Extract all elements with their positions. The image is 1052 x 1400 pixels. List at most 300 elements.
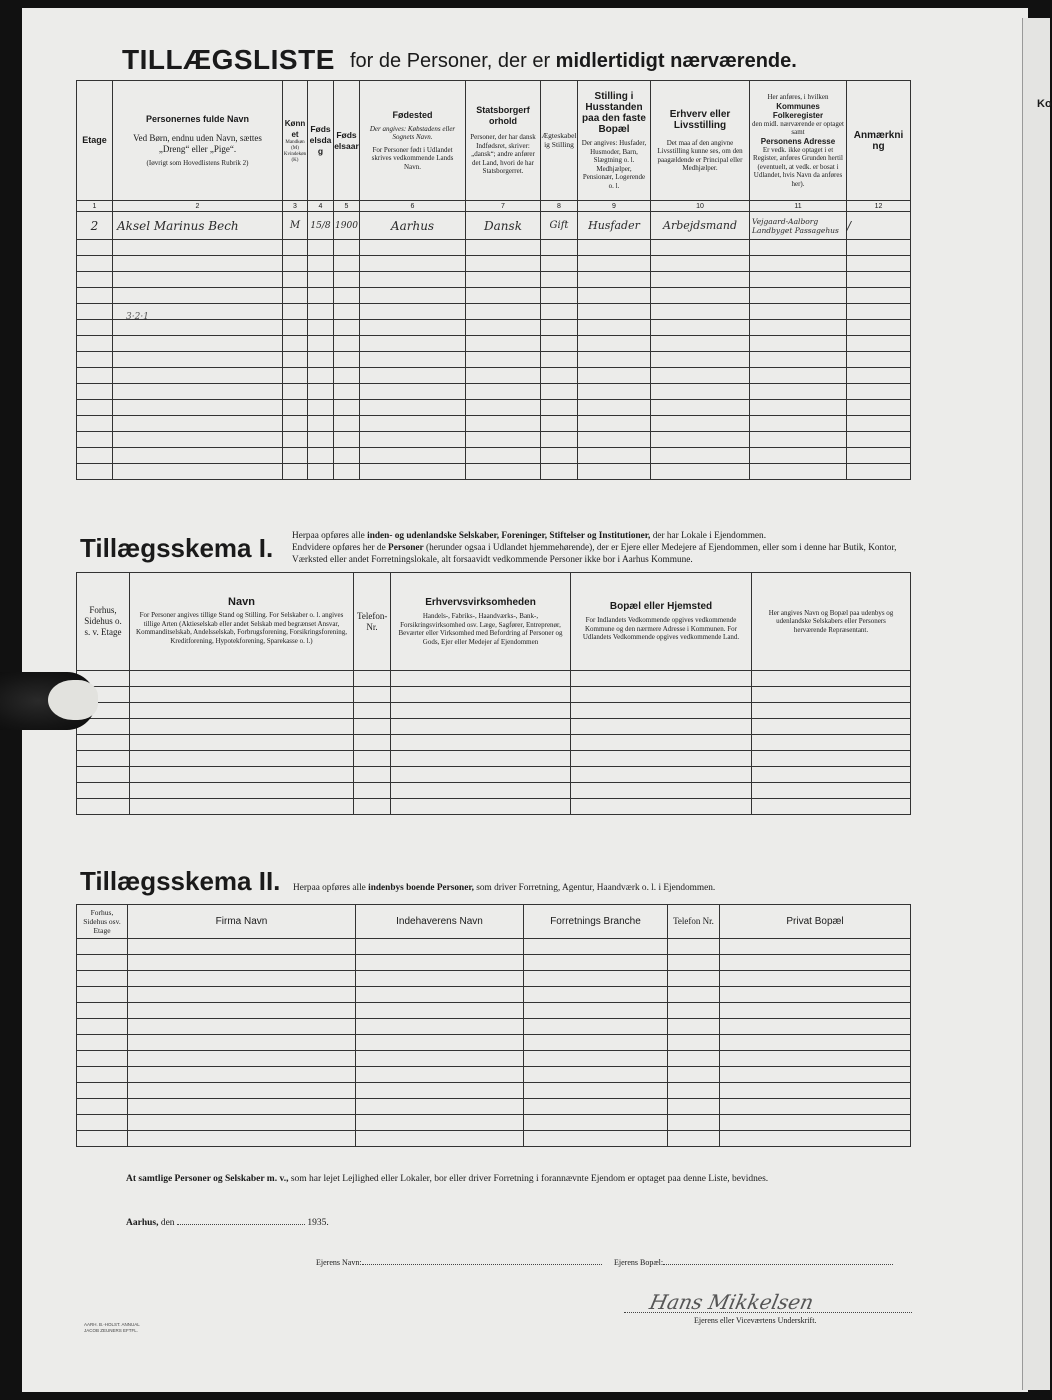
empty-row <box>77 288 911 304</box>
empty-cell <box>750 336 847 352</box>
empty-row <box>77 432 911 448</box>
empty-cell <box>308 240 334 256</box>
column-number: 11 <box>750 201 847 212</box>
column-number: 10 <box>651 201 750 212</box>
empty-row <box>77 703 911 719</box>
footer-statement: At samtlige Personer og Selskaber m. v., som har lejet Lejlighed eller Lokaler, bor eller driver Forretning i forannævnte Ejendom er optaget paa denne Liste, bevidnes. <box>126 1174 769 1184</box>
column-number: 8 <box>541 201 578 212</box>
empty-cell <box>750 432 847 448</box>
column-number: 6 <box>360 201 466 212</box>
empty-cell <box>130 687 354 703</box>
empty-cell <box>578 320 651 336</box>
empty-cell <box>541 352 578 368</box>
empty-cell <box>356 1035 524 1051</box>
empty-cell <box>524 1099 668 1115</box>
footer-year: 1935. <box>307 1218 329 1228</box>
empty-cell <box>130 799 354 815</box>
empty-row <box>77 735 911 751</box>
empty-cell <box>334 384 360 400</box>
empty-cell <box>524 1115 668 1131</box>
page-title: TILLÆGSLISTE <box>122 44 335 75</box>
empty-cell <box>578 304 651 320</box>
empty-cell <box>466 304 541 320</box>
empty-cell <box>651 256 750 272</box>
empty-cell <box>847 272 911 288</box>
empty-row <box>77 1051 911 1067</box>
empty-row <box>77 384 911 400</box>
empty-cell <box>847 304 911 320</box>
empty-cell <box>668 939 720 955</box>
empty-cell <box>750 256 847 272</box>
empty-cell <box>391 719 571 735</box>
owner-address-field: Ejerens Bopæl: <box>614 1258 893 1267</box>
thumb <box>48 680 98 720</box>
empty-cell <box>651 448 750 464</box>
empty-row <box>77 1003 911 1019</box>
empty-cell <box>651 304 750 320</box>
empty-cell <box>541 288 578 304</box>
empty-row <box>77 272 911 288</box>
empty-cell <box>354 783 391 799</box>
col-name-header: Personernes fulde Navn Ved Børn, endnu uden Navn, sættes „Dreng“ eller „Pige“. (Iøvrigt som Hovedlistens Rubrik 2) <box>113 81 283 201</box>
empty-cell <box>113 272 283 288</box>
s2-col-branche: Forretnings Branche <box>524 905 668 939</box>
empty-cell <box>354 719 391 735</box>
empty-cell <box>750 464 847 480</box>
empty-cell <box>360 288 466 304</box>
empty-cell <box>524 1019 668 1035</box>
empty-row <box>77 1115 911 1131</box>
empty-cell <box>128 1035 356 1051</box>
empty-cell <box>750 384 847 400</box>
empty-cell <box>283 464 308 480</box>
empty-cell <box>130 751 354 767</box>
empty-cell <box>847 320 911 336</box>
empty-cell <box>130 703 354 719</box>
empty-cell <box>651 240 750 256</box>
empty-cell <box>720 1019 911 1035</box>
empty-cell <box>334 432 360 448</box>
empty-cell <box>360 416 466 432</box>
empty-cell <box>541 272 578 288</box>
empty-cell <box>308 368 334 384</box>
empty-cell <box>750 416 847 432</box>
empty-cell <box>77 464 113 480</box>
empty-cell <box>541 240 578 256</box>
empty-cell <box>77 304 113 320</box>
empty-cell <box>360 272 466 288</box>
empty-cell <box>77 1003 128 1019</box>
empty-cell <box>113 384 283 400</box>
owner-name-field: Ejerens Navn: <box>316 1258 602 1267</box>
empty-cell <box>571 703 752 719</box>
empty-cell <box>578 336 651 352</box>
empty-row <box>77 719 911 735</box>
empty-cell <box>578 288 651 304</box>
empty-cell <box>308 304 334 320</box>
empty-cell <box>524 1083 668 1099</box>
empty-cell <box>524 1003 668 1019</box>
column-number: 4 <box>308 201 334 212</box>
entry-birthyear: 1900 <box>334 212 360 240</box>
col-birthplace-header: Fødested Der angives: Købstadens eller Sognets Navn. For Personer født i Udlandet skrives vedkommende Lands Navn. <box>360 81 466 201</box>
empty-cell <box>360 384 466 400</box>
empty-cell <box>283 448 308 464</box>
empty-row <box>77 256 911 272</box>
stray-mark: 3·2·1 <box>126 312 149 322</box>
empty-cell <box>77 783 130 799</box>
empty-cell <box>77 256 113 272</box>
empty-cell <box>391 783 571 799</box>
entry-occupation: Arbejdsmand <box>651 212 750 240</box>
empty-row <box>77 939 911 955</box>
empty-cell <box>356 939 524 955</box>
empty-cell <box>391 799 571 815</box>
empty-cell <box>308 416 334 432</box>
col-occupation-header: Erhverv eller Livsstilling Det maa af den angivne Livsstilling kunne ses, om den paagældende er Principal eller Medhjælper. <box>651 81 750 201</box>
s2-col-telefon: Telefon Nr. <box>668 905 720 939</box>
empty-cell <box>668 1003 720 1019</box>
empty-cell <box>651 336 750 352</box>
empty-cell <box>77 272 113 288</box>
empty-row <box>77 799 911 815</box>
empty-cell <box>750 320 847 336</box>
empty-cell <box>283 272 308 288</box>
empty-cell <box>77 432 113 448</box>
empty-row <box>77 336 911 352</box>
entry-register: Vejgaard-Aalborg Landbyget Passagehus <box>750 212 847 240</box>
empty-cell <box>77 767 130 783</box>
empty-cell <box>578 256 651 272</box>
empty-cell <box>354 767 391 783</box>
empty-cell <box>466 320 541 336</box>
empty-row <box>77 352 911 368</box>
empty-cell <box>354 735 391 751</box>
empty-cell <box>668 1083 720 1099</box>
empty-cell <box>720 939 911 955</box>
empty-cell <box>847 416 911 432</box>
empty-cell <box>77 320 113 336</box>
empty-cell <box>720 971 911 987</box>
empty-cell <box>578 432 651 448</box>
empty-cell <box>356 1067 524 1083</box>
empty-cell <box>128 1067 356 1083</box>
empty-cell <box>128 1131 356 1147</box>
empty-row <box>77 751 911 767</box>
s1-col-etage: Forhus, Sidehus o. s. v. Etage <box>77 573 130 671</box>
empty-cell <box>128 1003 356 1019</box>
empty-cell <box>354 703 391 719</box>
entry-remark: / <box>847 212 911 240</box>
empty-cell <box>524 1131 668 1147</box>
empty-cell <box>651 352 750 368</box>
empty-cell <box>720 1035 911 1051</box>
col-remark-header: Anmærkning <box>847 81 911 201</box>
empty-cell <box>113 240 283 256</box>
entry-row <box>77 212 911 240</box>
empty-cell <box>391 671 571 687</box>
empty-cell <box>466 464 541 480</box>
skema2-description: Herpaa opføres alle indenbys boende Personer, som driver Forretning, Agentur, Haandværk o. l. i Ejendommen. <box>293 883 716 893</box>
empty-cell <box>571 687 752 703</box>
empty-cell <box>308 320 334 336</box>
skema1-description: Herpaa opføres alle inden- og udenlandske Selskaber, Foreninger, Stiftelser og Institutioner, der har Lokale i Ejendommen. Endvidere opføres her de Personer (herunder ogsaa i Udlandet hjemmehørende), der er Ejere eller Medejere af Ejendommen, eller som i denne har Butik, Kontor, Værksted eller andet Forretningslokale, alt forsaavidt vedkommende Personer ikke bor i Aarhus Kommune. <box>292 531 897 565</box>
empty-cell <box>391 751 571 767</box>
empty-cell <box>308 288 334 304</box>
empty-cell <box>466 288 541 304</box>
empty-cell <box>524 971 668 987</box>
empty-cell <box>578 352 651 368</box>
column-number: 9 <box>578 201 651 212</box>
empty-cell <box>578 368 651 384</box>
empty-cell <box>752 671 911 687</box>
empty-cell <box>77 1099 128 1115</box>
empty-cell <box>847 336 911 352</box>
s2-col-bopael: Privat Bopæl <box>720 905 911 939</box>
skema1-rows <box>77 671 911 815</box>
column-numbers-row <box>77 201 911 212</box>
empty-cell <box>466 384 541 400</box>
empty-cell <box>571 767 752 783</box>
empty-cell <box>720 1003 911 1019</box>
empty-cell <box>334 368 360 384</box>
empty-cell <box>283 256 308 272</box>
empty-cell <box>77 1035 128 1051</box>
empty-cell <box>720 1115 911 1131</box>
empty-cell <box>571 751 752 767</box>
empty-cell <box>541 256 578 272</box>
empty-row <box>77 1035 911 1051</box>
empty-cell <box>466 368 541 384</box>
printer-mark: AARH. B.-HOLST. ANNUAL JACOB ZEUNERS EFTFL. <box>84 1322 140 1333</box>
empty-cell <box>334 448 360 464</box>
s1-col-navn: Navn For Personer angives tillige Stand og Stilling. For Selskaber o. l. angives tillige Arten (Aktieselskab eller andet Selskab med begrænset Ansvar, Kommanditselskab, Andelsselskab, Forbrugsforening, Forsikringsforening, Kreditforening, Hypotekforening, Sparekasse o. l.) <box>130 573 354 671</box>
empty-cell <box>847 256 911 272</box>
empty-cell <box>578 464 651 480</box>
entry-citizenship: Dansk <box>466 212 541 240</box>
empty-cell <box>128 1051 356 1067</box>
empty-cell <box>541 384 578 400</box>
empty-cell <box>752 751 911 767</box>
empty-cell <box>391 735 571 751</box>
empty-cell <box>308 400 334 416</box>
entry-household: Husfader <box>578 212 651 240</box>
empty-cell <box>720 1067 911 1083</box>
next-page-label: Ko <box>1037 98 1052 110</box>
empty-cell <box>752 783 911 799</box>
empty-cell <box>466 256 541 272</box>
s2-col-etage: Forhus, Sidehus osv. Etage <box>77 905 128 939</box>
empty-cell <box>847 288 911 304</box>
empty-cell <box>334 304 360 320</box>
empty-cell <box>354 671 391 687</box>
empty-cell <box>847 432 911 448</box>
empty-cell <box>334 240 360 256</box>
empty-cell <box>541 368 578 384</box>
empty-cell <box>466 416 541 432</box>
empty-cell <box>128 1099 356 1115</box>
empty-cell <box>524 1035 668 1051</box>
empty-cell <box>130 719 354 735</box>
empty-cell <box>283 384 308 400</box>
signature-line <box>624 1312 912 1313</box>
empty-cell <box>77 384 113 400</box>
empty-cell <box>578 384 651 400</box>
empty-row <box>77 304 911 320</box>
column-number: 5 <box>334 201 360 212</box>
s2-col-firma: Firma Navn <box>128 905 356 939</box>
entry-birthday: 15/8 <box>308 212 334 240</box>
col-household-header: Stilling i Husstanden paa den faste Bopæl Der angives: Husfader, Husmoder, Barn, Slægtning o. l. Medhjælper, Pensionær, Logerende o. l. <box>578 81 651 201</box>
empty-cell <box>391 687 571 703</box>
empty-cell <box>524 1067 668 1083</box>
empty-cell <box>578 272 651 288</box>
empty-cell <box>752 687 911 703</box>
empty-cell <box>524 939 668 955</box>
empty-cell <box>541 464 578 480</box>
empty-cell <box>847 240 911 256</box>
empty-cell <box>651 400 750 416</box>
empty-cell <box>360 240 466 256</box>
empty-cell <box>578 416 651 432</box>
skema2-title: Tillægsskema II. <box>80 866 281 896</box>
empty-cell <box>847 352 911 368</box>
empty-cell <box>571 719 752 735</box>
empty-cell <box>651 288 750 304</box>
empty-cell <box>283 368 308 384</box>
empty-row <box>77 955 911 971</box>
empty-row <box>77 368 911 384</box>
empty-cell <box>77 400 113 416</box>
empty-cell <box>651 464 750 480</box>
empty-cell <box>130 783 354 799</box>
empty-cell <box>466 336 541 352</box>
empty-cell <box>77 1051 128 1067</box>
empty-row <box>77 240 911 256</box>
empty-cell <box>113 352 283 368</box>
empty-cell <box>308 384 334 400</box>
empty-cell <box>668 1067 720 1083</box>
empty-cell <box>752 719 911 735</box>
empty-cell <box>334 272 360 288</box>
s2-col-indehaver: Indehaverens Navn <box>356 905 524 939</box>
empty-cell <box>283 304 308 320</box>
empty-cell <box>77 1115 128 1131</box>
signature-label: Ejerens eller Viceværtens Underskrift. <box>694 1316 817 1325</box>
empty-cell <box>334 400 360 416</box>
col-sex-header: Kønnet Mandkøn (M) Kvindekøn (K) <box>283 81 308 201</box>
empty-row <box>77 1083 911 1099</box>
empty-cell <box>77 448 113 464</box>
empty-cell <box>466 272 541 288</box>
empty-cell <box>360 400 466 416</box>
empty-cell <box>77 240 113 256</box>
col-marital-header: Ægteskabelig Stilling <box>541 81 578 201</box>
empty-cell <box>77 336 113 352</box>
empty-cell <box>77 939 128 955</box>
empty-cell <box>752 799 911 815</box>
empty-cell <box>578 400 651 416</box>
empty-cell <box>308 336 334 352</box>
empty-cell <box>847 368 911 384</box>
empty-cell <box>571 671 752 687</box>
empty-cell <box>128 955 356 971</box>
empty-cell <box>720 1131 911 1147</box>
empty-cell <box>77 751 130 767</box>
column-number: 1 <box>77 201 113 212</box>
empty-cell <box>356 1099 524 1115</box>
empty-cell <box>541 416 578 432</box>
empty-row <box>77 1131 911 1147</box>
empty-cell <box>113 400 283 416</box>
footer-place: Aarhus, <box>126 1218 159 1228</box>
empty-cell <box>750 368 847 384</box>
empty-cell <box>334 416 360 432</box>
empty-cell <box>668 955 720 971</box>
empty-cell <box>356 1115 524 1131</box>
next-page-edge <box>1022 18 1050 1390</box>
entry-sex: M <box>283 212 308 240</box>
empty-cell <box>334 288 360 304</box>
empty-cell <box>651 272 750 288</box>
empty-row <box>77 416 911 432</box>
empty-cell <box>360 464 466 480</box>
s1-col-telefon: Telefon-Nr. <box>354 573 391 671</box>
empty-cell <box>668 1051 720 1067</box>
empty-cell <box>77 1019 128 1035</box>
entry-name: Aksel Marinus Bech <box>113 212 283 240</box>
empty-cell <box>356 987 524 1003</box>
empty-cell <box>308 432 334 448</box>
empty-cell <box>356 955 524 971</box>
empty-cell <box>578 448 651 464</box>
entry-birthplace: Aarhus <box>360 212 466 240</box>
empty-cell <box>308 464 334 480</box>
main-register-table <box>76 80 911 480</box>
skema1-title: Tillægsskema I. <box>80 533 274 563</box>
empty-cell <box>283 336 308 352</box>
empty-cell <box>356 1019 524 1035</box>
empty-cell <box>668 987 720 1003</box>
empty-cell <box>77 799 130 815</box>
empty-cell <box>750 304 847 320</box>
empty-cell <box>356 1003 524 1019</box>
empty-cell <box>283 288 308 304</box>
empty-cell <box>847 384 911 400</box>
empty-row <box>77 464 911 480</box>
col-citizenship-header: Statsborgerforhold Personer, der har dansk Indfødsret, skriver: „dansk“; andre anfører det Land, hvori de har Statsborgerret. <box>466 81 541 201</box>
main-empty-rows <box>77 240 911 480</box>
empty-row <box>77 400 911 416</box>
empty-cell <box>128 1019 356 1035</box>
empty-cell <box>356 1051 524 1067</box>
col-etage-header: Etage <box>77 81 113 201</box>
subtitle-bold: midlertidigt nærværende. <box>555 50 797 72</box>
empty-cell <box>128 1115 356 1131</box>
empty-cell <box>360 368 466 384</box>
empty-cell <box>334 336 360 352</box>
empty-cell <box>113 336 283 352</box>
empty-cell <box>720 987 911 1003</box>
empty-cell <box>356 1083 524 1099</box>
empty-cell <box>77 288 113 304</box>
col-birthyear-header: Fødselsaar <box>334 81 360 201</box>
skema1-table <box>76 572 911 815</box>
empty-cell <box>77 1083 128 1099</box>
empty-cell <box>750 288 847 304</box>
empty-cell <box>651 368 750 384</box>
page-subtitle <box>350 50 797 73</box>
